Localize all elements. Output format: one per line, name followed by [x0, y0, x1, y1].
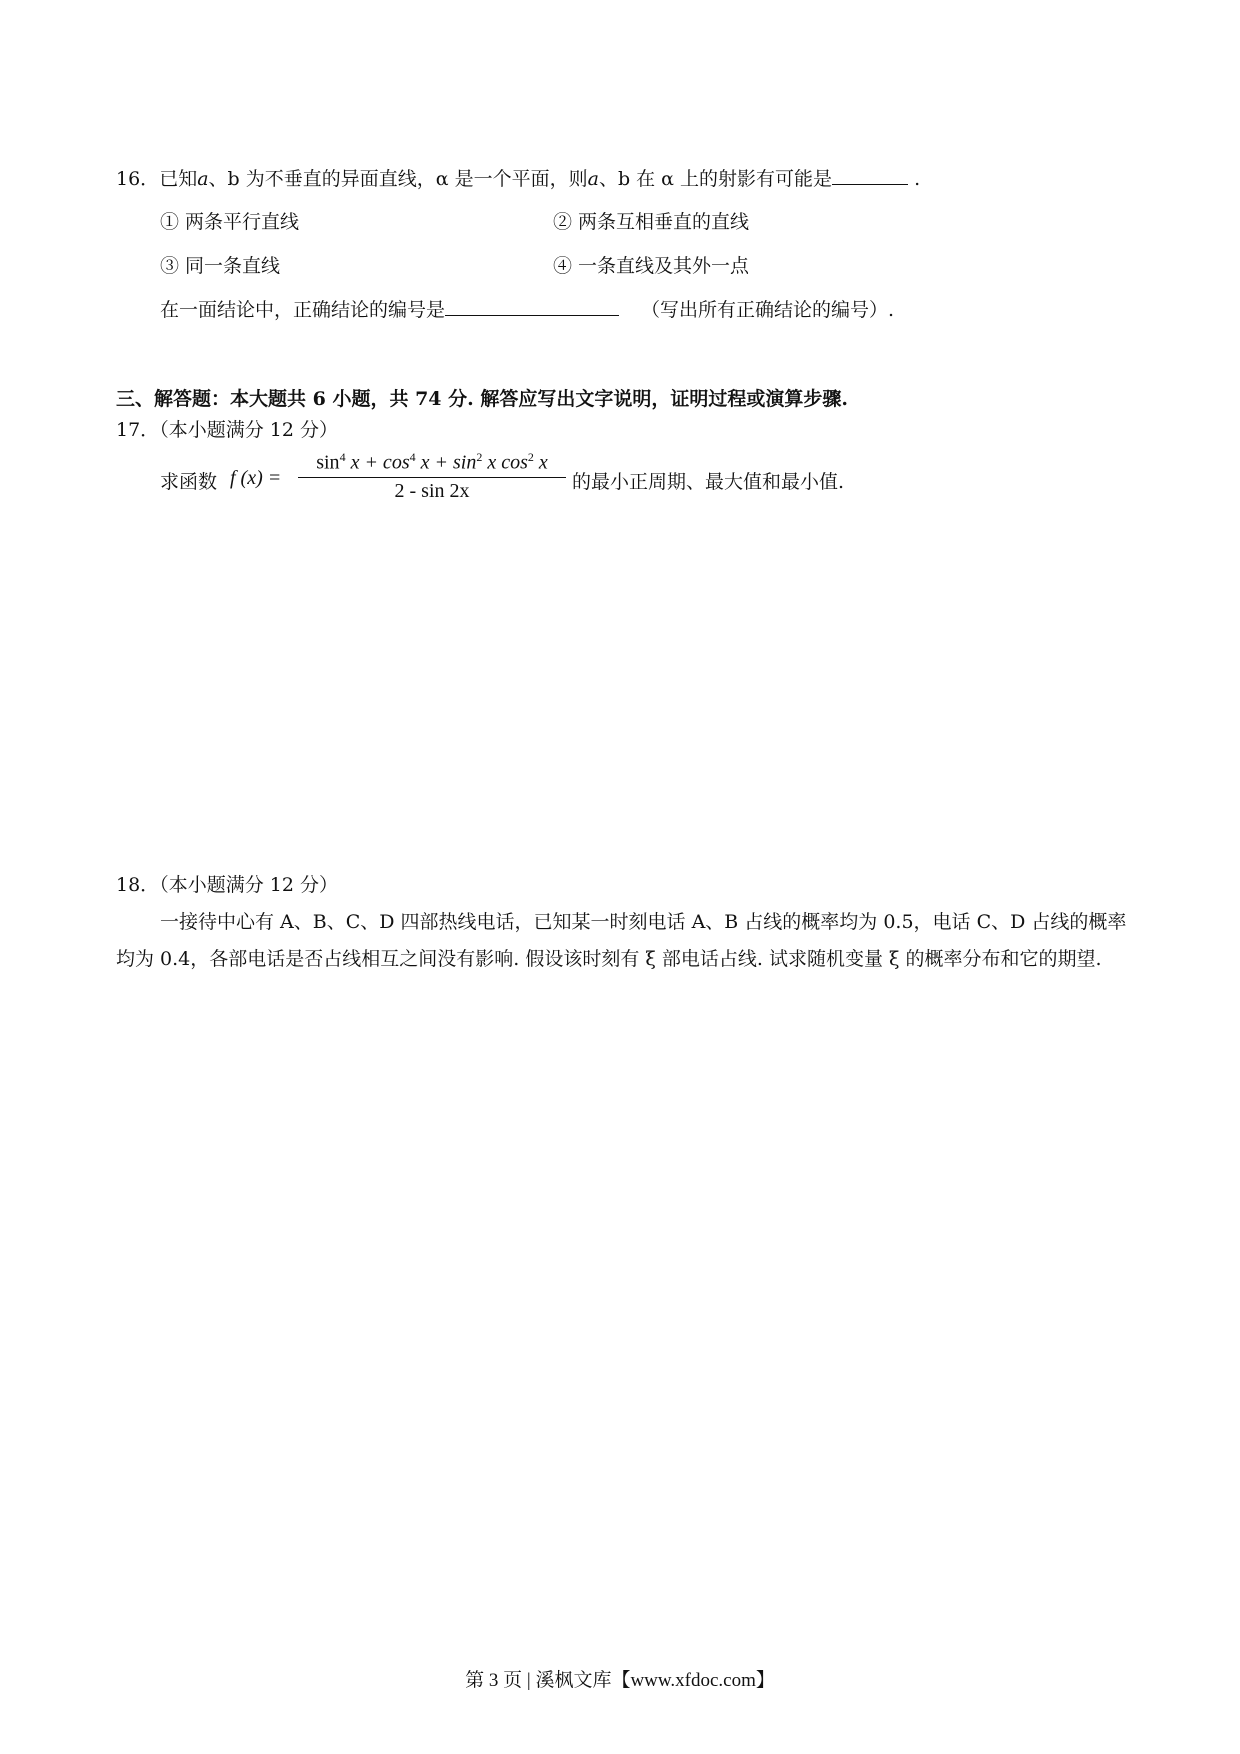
num-exp-2b: 2 — [527, 450, 534, 464]
q16-conclusion-blank — [445, 297, 619, 316]
num-part4: x cos — [482, 451, 528, 474]
q16-var-a: a — [197, 168, 209, 190]
q16-option-3: ③ 同一条直线 — [160, 255, 281, 277]
q17-numerator — [298, 450, 566, 478]
q16-stem-part1: 已知 — [159, 168, 198, 190]
q16-option-1: ① 两条平行直线 — [160, 211, 300, 233]
q16-end: . — [908, 168, 921, 190]
q17-lead: 求函数 — [160, 471, 218, 493]
num-exp-4b: 4 — [409, 450, 416, 464]
q16-conclusion — [160, 297, 894, 323]
num-exp-2a: 2 — [476, 450, 483, 464]
num-part2: x + cos — [345, 451, 410, 474]
q17-fraction — [298, 450, 566, 503]
page-footer: 第 3 页 | 溪枫文库【www.xfdoc.com】 — [465, 1670, 775, 1691]
num-sin: sin — [316, 451, 340, 474]
num-exp-4a: 4 — [339, 450, 346, 464]
q17-score: （本小题满分 12 分） — [159, 419, 338, 441]
q18-header — [116, 872, 338, 898]
q16-option-4: ④ 一条直线及其外一点 — [553, 255, 750, 277]
q16-answer-blank — [832, 166, 908, 185]
q17-number: 17． — [116, 419, 160, 441]
q17-fx: f (x) = — [230, 467, 282, 489]
num-part5: x — [533, 451, 548, 474]
q18-score: （本小题满分 12 分） — [159, 874, 338, 896]
q16-number: 16． — [116, 168, 160, 190]
q16-var-a-2: a — [587, 168, 599, 190]
q16-stem — [116, 166, 920, 192]
q17-tail: 的最小正周期、最大值和最小值. — [572, 471, 845, 493]
num-part3: x + sin — [415, 451, 477, 474]
q17-denominator: 2 - sin 2x — [394, 479, 470, 502]
q18-body: 一接待中心有 A、B、C、D 四部热线电话，已知某一时刻电话 A、B 占线的概率均为 0.5，电话 C、D 占线的概率均为 0.4，各部电话是否占线相互之间没有影响. 假设该时刻有 ξ 部电话占线. 试求随机变量 ξ 的概率分布和它的期望. — [116, 911, 1127, 970]
q16-stem-part3: 、b 在 α 上的射影有可能是 — [598, 168, 833, 190]
q16-stem-part2: 、b 为不垂直的异面直线，α 是一个平面，则 — [208, 168, 588, 190]
q16-conclusion-prefix: 在一面结论中，正确结论的编号是 — [160, 299, 446, 321]
section3-heading: 三、解答题：本大题共 6 小题，共 74 分. 解答应写出文字说明，证明过程或演算步骤. — [116, 388, 848, 410]
q16-conclusion-suffix: （写出所有正确结论的编号）. — [641, 299, 895, 321]
q16-option-2: ② 两条互相垂直的直线 — [553, 211, 750, 233]
q17-header — [116, 417, 338, 443]
q18-number: 18． — [116, 874, 160, 896]
